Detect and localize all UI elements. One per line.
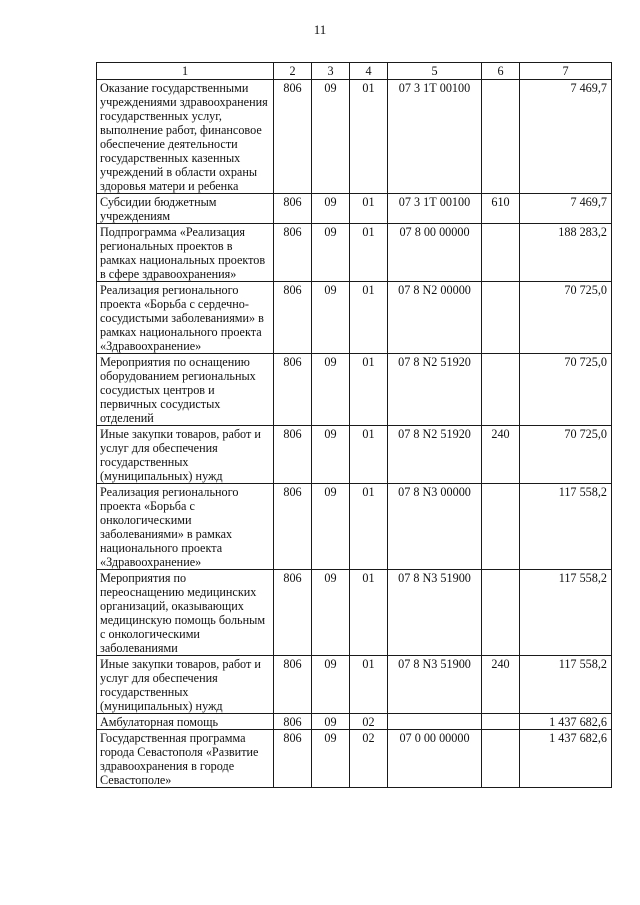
header-col-7: 7: [520, 63, 612, 80]
row-section: 09: [312, 656, 350, 714]
row-subsection: 01: [350, 194, 388, 224]
row-section: 09: [312, 224, 350, 282]
row-target-article: 07 3 1Т 00100: [388, 80, 482, 194]
row-grbs: 806: [274, 354, 312, 426]
table-row: [97, 80, 612, 194]
row-subsection: 01: [350, 354, 388, 426]
row-name: Амбулаторная помощь: [97, 714, 274, 730]
row-target-article: 07 3 1Т 00100: [388, 194, 482, 224]
row-sum: 1 437 682,6: [520, 730, 612, 788]
row-name: Подпрограмма «Реализация региональных проектов в рамках национальных проектов в сфере здравоохранения»: [97, 224, 274, 282]
row-grbs: 806: [274, 224, 312, 282]
row-sum: 188 283,2: [520, 224, 612, 282]
row-subsection: 01: [350, 426, 388, 484]
row-target-article: 07 8 N3 51900: [388, 570, 482, 656]
table-row: [97, 426, 612, 484]
row-section: 09: [312, 714, 350, 730]
row-subsection: 01: [350, 282, 388, 354]
table-row: [97, 656, 612, 714]
table-row: [97, 730, 612, 788]
row-grbs: 806: [274, 282, 312, 354]
header-col-6: 6: [482, 63, 520, 80]
row-sum: 7 469,7: [520, 194, 612, 224]
row-section: 09: [312, 354, 350, 426]
header-col-5: 5: [388, 63, 482, 80]
row-expense-type: [482, 484, 520, 570]
table-row: [97, 224, 612, 282]
row-name: Мероприятия по переоснащению медицинских организаций, оказывающих медицинскую помощь больным с онкологическими заболеваниями: [97, 570, 274, 656]
budget-table: [96, 62, 612, 788]
row-sum: 1 437 682,6: [520, 714, 612, 730]
row-target-article: [388, 714, 482, 730]
row-name: Государственная программа города Севастополя «Развитие здравоохранения в городе Севастополе»: [97, 730, 274, 788]
row-name: Субсидии бюджетным учреждениям: [97, 194, 274, 224]
row-expense-type: [482, 282, 520, 354]
row-expense-type: [482, 714, 520, 730]
row-section: 09: [312, 80, 350, 194]
page-number: 11: [313, 22, 327, 37]
table-row: [97, 194, 612, 224]
row-target-article: 07 8 N3 00000: [388, 484, 482, 570]
row-subsection: 01: [350, 80, 388, 194]
row-name: Мероприятия по оснащению оборудованием региональных сосудистых центров и первичных сосудистых отделений: [97, 354, 274, 426]
row-grbs: 806: [274, 656, 312, 714]
row-sum: 117 558,2: [520, 570, 612, 656]
row-sum: 7 469,7: [520, 80, 612, 194]
row-target-article: 07 8 N2 00000: [388, 282, 482, 354]
row-subsection: 01: [350, 224, 388, 282]
row-target-article: 07 8 N2 51920: [388, 426, 482, 484]
row-subsection: 02: [350, 730, 388, 788]
row-section: 09: [312, 730, 350, 788]
row-sum: 70 725,0: [520, 354, 612, 426]
row-subsection: 01: [350, 570, 388, 656]
row-name: Иные закупки товаров, работ и услуг для обеспечения государственных (муниципальных) нужд: [97, 426, 274, 484]
row-grbs: 806: [274, 484, 312, 570]
row-expense-type: [482, 730, 520, 788]
row-subsection: 02: [350, 714, 388, 730]
table-row: [97, 714, 612, 730]
row-section: 09: [312, 570, 350, 656]
row-grbs: 806: [274, 730, 312, 788]
row-subsection: 01: [350, 484, 388, 570]
row-name: Иные закупки товаров, работ и услуг для обеспечения государственных (муниципальных) нужд: [97, 656, 274, 714]
header-col-2: 2: [274, 63, 312, 80]
table-row: [97, 484, 612, 570]
row-expense-type: [482, 570, 520, 656]
row-expense-type: [482, 80, 520, 194]
row-expense-type: 240: [482, 426, 520, 484]
row-target-article: 07 8 N2 51920: [388, 354, 482, 426]
row-section: 09: [312, 194, 350, 224]
row-sum: 117 558,2: [520, 484, 612, 570]
header-col-1: 1: [97, 63, 274, 80]
row-grbs: 806: [274, 194, 312, 224]
row-sum: 70 725,0: [520, 426, 612, 484]
row-expense-type: [482, 354, 520, 426]
row-section: 09: [312, 426, 350, 484]
header-col-3: 3: [312, 63, 350, 80]
row-target-article: 07 0 00 00000: [388, 730, 482, 788]
row-expense-type: 240: [482, 656, 520, 714]
row-name: Реализация регионального проекта «Борьба с сердечно-сосудистыми заболеваниями» в рамках национального проекта «Здравоохранение»: [97, 282, 274, 354]
table-row: [97, 354, 612, 426]
row-grbs: 806: [274, 570, 312, 656]
row-section: 09: [312, 282, 350, 354]
row-name: Оказание государственными учреждениями здравоохранения государственных услуг, выполнение работ, финансовое обеспечение деятельности государственных казенных учреждений в области охраны здоровья матери и ребенка: [97, 80, 274, 194]
row-expense-type: [482, 224, 520, 282]
row-grbs: 806: [274, 714, 312, 730]
row-sum: 70 725,0: [520, 282, 612, 354]
row-target-article: 07 8 00 00000: [388, 224, 482, 282]
row-grbs: 806: [274, 426, 312, 484]
row-target-article: 07 8 N3 51900: [388, 656, 482, 714]
table-row: [97, 282, 612, 354]
table-header-row: [97, 63, 612, 80]
row-name: Реализация регионального проекта «Борьба с онкологическими заболеваниями» в рамках национального проекта «Здравоохранение»: [97, 484, 274, 570]
header-col-4: 4: [350, 63, 388, 80]
row-expense-type: 610: [482, 194, 520, 224]
row-subsection: 01: [350, 656, 388, 714]
row-sum: 117 558,2: [520, 656, 612, 714]
row-section: 09: [312, 484, 350, 570]
table-row: [97, 570, 612, 656]
row-grbs: 806: [274, 80, 312, 194]
